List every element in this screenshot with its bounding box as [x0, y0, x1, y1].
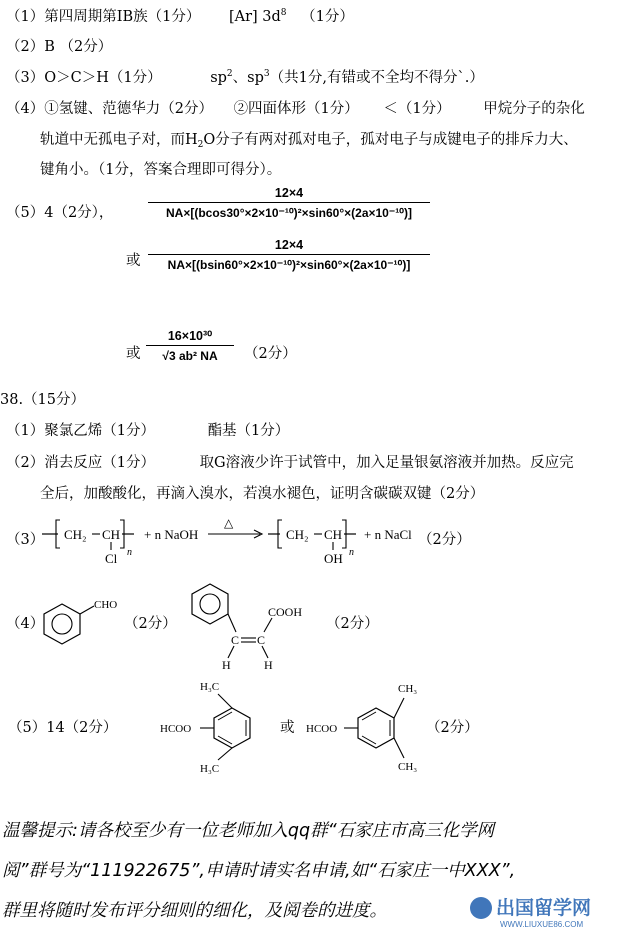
left-ch: CH: [102, 527, 121, 542]
q37-1-score: （1分）: [301, 9, 354, 25]
formula-1: $\frac{12\times 4}{\text{NA×[(bcos30°×2×10⁻¹⁰)²×sin60°×(2a×10⁻¹⁰)]}}$: [148, 186, 430, 220]
note-line3: 群里将随时发布评分细则的细化，及阅卷的进度。: [2, 901, 387, 921]
or-isomer: 或: [280, 720, 295, 736]
q38-4-label: （4）: [6, 616, 45, 632]
formula-2: $\frac{12\times 4}{\text{NA×[(bsin60°×2×10⁻¹⁰)²×sin60°×(2a×10⁻¹⁰)]}}$: [148, 238, 430, 272]
q37-line4: （4）①氢键、范德华力（2分） ②四面体形（1分） ＜（1分） 甲烷分子的杂化: [6, 101, 585, 117]
q38-3-label: （3）: [6, 532, 45, 548]
q38-line2: （2）消去反应（1分） 取G溶液少许于试管中，加入足量银氨溶液并加热。反应完: [6, 455, 574, 471]
q37-line1: [6, 8, 354, 26]
right-n: n: [349, 547, 354, 558]
benzaldehyde-structure: [36, 592, 126, 652]
formula-3: $\frac{\text{16×10³⁰}}{\text{√3 ab² NA}}$: [146, 328, 234, 363]
product-nacl: + n NaCl: [364, 527, 412, 542]
left-cl: Cl: [105, 551, 118, 566]
globe-icon: [470, 897, 492, 919]
note-line1: 温馨提示:请各校至少有一位老师加入qq群“石家庄市高三化学网: [2, 821, 495, 841]
q38-5-score: （2分）: [426, 720, 479, 736]
ester-isomer-2: [306, 674, 436, 780]
left-ch2: CH₂: [64, 527, 87, 542]
hcoo-label-2: HCOO: [306, 723, 338, 735]
q37-line7: （5）4（2分），: [6, 205, 114, 221]
alkene-c2: C: [257, 633, 266, 647]
q38-5-label: （5）14（2分）: [8, 720, 118, 736]
q38-line1: （1）聚氯乙烯（1分） 酯基（1分）: [6, 423, 290, 439]
q37-line6: 键角小。（1分，答案合理即可得分）。: [40, 162, 282, 178]
q38-4-score2: （2分）: [326, 616, 379, 632]
or-2: 或: [126, 346, 141, 362]
cinnamic-acid-structure: [176, 578, 326, 674]
right-oh: OH: [324, 551, 343, 566]
q38-heading: 38.（15分）: [0, 392, 86, 408]
hcoo-label-1: HCOO: [160, 723, 192, 735]
q38-3-score: （2分）: [418, 532, 471, 548]
alkene-h1: H: [222, 658, 231, 672]
q37-line5: 轨道中无孤电子对，而$H_2O$分子有两对孤对电子，孤对电子与成键电子的排斥力大、: [40, 132, 578, 150]
q37-line2: （2）B （2分）: [6, 39, 113, 55]
ester-isomer-1: [160, 674, 280, 780]
q38-4-score1: （2分）: [124, 616, 177, 632]
site-watermark-logo: [470, 893, 622, 935]
alkene-c1: C: [231, 633, 240, 647]
watermark-url: WWW.LIUXUE86.COM: [500, 920, 584, 929]
ch3-upper: CH₃: [398, 683, 418, 695]
formula-3-score: （2分）: [244, 346, 297, 362]
right-ch2: CH₂: [286, 527, 309, 542]
q37-1-text: （1）第四周期第ⅠB族（1分）: [6, 9, 201, 25]
heat-symbol: △: [224, 516, 234, 530]
note-line2: 阅”群号为“111922675”,申请时请实名申请,如“石家庄一中XXX”,: [2, 861, 516, 881]
reagent-naoh: + n NaOH: [144, 527, 199, 542]
alkene-h2: H: [264, 658, 273, 672]
ch3-lower: CH₃: [398, 761, 418, 773]
or-1: 或: [126, 253, 141, 269]
ch3-bottom: H₃C: [200, 763, 220, 775]
polymer-hydrolysis-equation: [36, 512, 460, 568]
q37-line3: （3）O＞C＞H（1分） $sp^2$、$sp^3$（共1分,有错或不全均不得分`.）: [6, 69, 484, 86]
q38-line3: 全后，加酸酸化，再滴入溴水，若溴水褪色，证明含碳碳双键（2分）: [40, 486, 485, 502]
q37-1-config: [Ar] $3d^8$: [228, 8, 287, 25]
left-n: n: [127, 547, 132, 558]
right-ch: CH: [324, 527, 343, 542]
cooh-label: COOH: [268, 605, 303, 619]
cho-label: CHO: [94, 599, 118, 611]
ch3-top: H₃C: [200, 681, 220, 693]
watermark-text: 出国留学网: [496, 897, 592, 919]
